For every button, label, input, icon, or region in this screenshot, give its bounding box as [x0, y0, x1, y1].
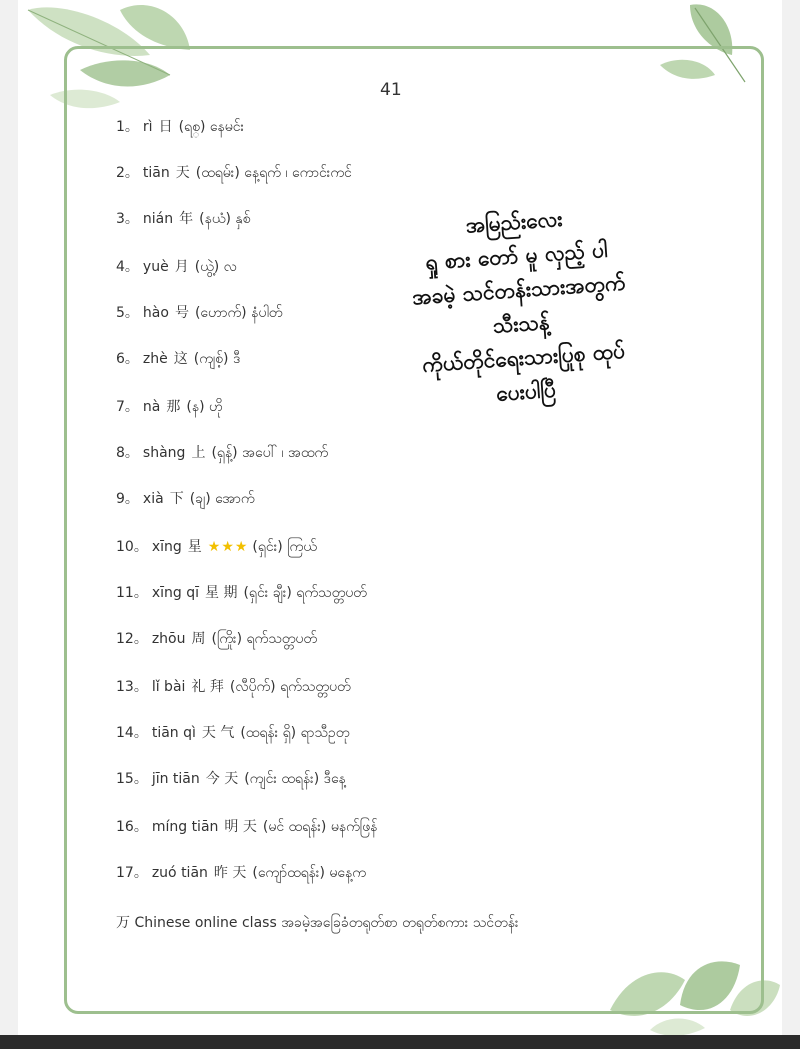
- pinyin: xīng: [151, 539, 182, 555]
- item-number: 17。: [116, 865, 148, 881]
- meaning: ဟို: [209, 399, 223, 415]
- pinyin: tiān: [142, 165, 170, 181]
- meaning: နေ့ရက် ၊ ကောင်းကင်: [244, 165, 352, 181]
- item-number: 7。: [116, 399, 139, 415]
- vocab-item: [116, 582, 367, 604]
- pinyin: yuè: [142, 259, 169, 275]
- meaning: အပေါ် ၊ အထက်: [242, 445, 329, 461]
- pronunciation-note: (လီပိုက်): [229, 679, 276, 695]
- item-number: 10。: [116, 539, 148, 555]
- chinese-character: 那: [166, 399, 181, 415]
- chinese-character: 上: [191, 445, 206, 461]
- chinese-character: 天: [175, 165, 190, 181]
- pinyin: xià: [142, 491, 164, 507]
- pronunciation-note: (ကျစ့်): [193, 351, 229, 367]
- chinese-character: 下: [169, 491, 184, 507]
- pronunciation-note: (ရစ္): [178, 119, 206, 135]
- pronunciation-note: (ယွဲ့): [194, 259, 220, 275]
- item-number: 14。: [116, 725, 148, 741]
- meaning: အောက်: [215, 491, 255, 507]
- meaning: ရက်သတ္တပတ်: [296, 585, 367, 601]
- item-number: 4。: [116, 259, 139, 275]
- vocab-item: [116, 768, 346, 790]
- chinese-character: 日: [158, 119, 173, 135]
- chinese-character: 周: [191, 631, 206, 647]
- pronunciation-note: (ချ): [189, 491, 211, 507]
- meaning: ရက်သတ္တပတ်: [246, 631, 318, 647]
- vocab-item: [116, 676, 351, 698]
- pinyin: rì: [142, 119, 153, 135]
- pronunciation-note: (ကျော်ထရန်း): [252, 865, 325, 881]
- item-number: 12。: [116, 631, 148, 647]
- chinese-character: 明 天: [224, 819, 257, 835]
- item-number: 13。: [116, 679, 148, 695]
- item-number: 9。: [116, 491, 139, 507]
- pinyin: nián: [142, 211, 174, 227]
- meaning: ဒီ: [232, 351, 241, 367]
- meaning: ရာသီဥတု: [300, 725, 350, 741]
- item-number: 11。: [116, 585, 148, 601]
- pinyin: zuó tiān: [151, 865, 208, 881]
- pronunciation-note: (ရှင်း ချီး): [243, 585, 292, 601]
- pinyin: zhōu: [151, 631, 186, 647]
- pinyin: hào: [142, 305, 169, 321]
- handwritten-note: [353, 194, 686, 420]
- right-screen-edge: [782, 0, 800, 1049]
- vocab-item: [116, 256, 237, 278]
- vocab-item: [116, 488, 255, 510]
- item-number: 5。: [116, 305, 139, 321]
- handwritten-line: ပေးပါပြီ: [495, 377, 557, 406]
- pronunciation-note: (မင် ထရန်း): [262, 819, 327, 835]
- vocab-item: [116, 116, 244, 138]
- chinese-character: 昨 天: [213, 865, 247, 881]
- pinyin: nà: [142, 399, 161, 415]
- item-number: 6。: [116, 351, 139, 367]
- chinese-character: 月: [174, 259, 189, 275]
- meaning: ကြယ်: [287, 539, 317, 555]
- pronunciation-note: (ထရမ်း): [195, 165, 240, 181]
- pinyin: xīng qī: [151, 585, 199, 601]
- handwritten-line: အခမဲ့ သင်တန်းသားအတွက်: [411, 270, 627, 310]
- pronunciation-note: (ကြိုး): [211, 631, 243, 647]
- chinese-character: 号: [174, 305, 189, 321]
- vocab-item: [116, 442, 328, 464]
- pinyin: jīn tiān: [151, 771, 200, 787]
- pinyin: lǐ bài: [151, 679, 186, 695]
- item-number: 3。: [116, 211, 139, 227]
- chinese-character: 星 期: [205, 585, 238, 601]
- handwritten-line: ကိုယ်တိုင်ရေးသားပြုစု ထုပ်: [421, 338, 626, 377]
- chinese-character: 礼 拜: [191, 679, 224, 695]
- chinese-character: 这: [173, 351, 188, 367]
- meaning: ရက်သတ္တပတ်: [280, 679, 351, 695]
- meaning: မနက်ဖြန်: [330, 819, 378, 835]
- chinese-character: 年: [179, 211, 194, 227]
- vocab-item: [116, 722, 349, 744]
- vocab-item: [116, 396, 223, 418]
- left-screen-edge: [0, 0, 18, 1049]
- chinese-character: 今 天: [205, 771, 239, 787]
- pronunciation-note: (ထရန်း ရှိ): [240, 725, 297, 741]
- handwritten-line: ရှု စား တော် မူ လှည့် ပါ: [424, 237, 609, 275]
- meaning: ဒီနေ့: [323, 771, 346, 787]
- item-number: 15。: [116, 771, 148, 787]
- pronunciation-note: (ဟောက်): [194, 305, 247, 321]
- vocab-item: [116, 162, 352, 184]
- page-number: 41: [380, 80, 402, 100]
- meaning: နှစ်: [235, 211, 251, 227]
- pronunciation-note: (န): [186, 399, 205, 415]
- vocab-item: [116, 348, 240, 370]
- meaning: နေမင်း: [209, 119, 245, 135]
- pinyin: shàng: [142, 445, 186, 461]
- chinese-character: 天 气: [201, 725, 235, 741]
- handwritten-line: အမြည်းလေး: [464, 206, 564, 238]
- item-number: 16。: [116, 819, 148, 835]
- vocab-item: [116, 536, 317, 558]
- chinese-character: 星: [187, 539, 202, 555]
- footer-course-line: 万 Chinese online class အခမဲ့အခြေခံတရုတ်စာ တရုတ်စကား သင်တန်း: [116, 915, 519, 931]
- pinyin: tiān qì: [151, 725, 196, 741]
- pronunciation-note: (ကျင်း ထရန်း): [244, 771, 320, 787]
- bottom-screen-edge: [0, 1035, 800, 1049]
- vocab-item: [116, 628, 317, 650]
- item-number: 8。: [116, 445, 139, 461]
- pinyin: míng tiān: [151, 819, 219, 835]
- pronunciation-note: (နယံ): [199, 211, 231, 227]
- vocab-item: [116, 208, 250, 230]
- vocab-item: [116, 302, 282, 324]
- vocab-item: [116, 862, 366, 884]
- meaning: နံပါတ်: [251, 305, 283, 321]
- pronunciation-note: (ရှန့်): [211, 445, 238, 461]
- pronunciation-note: (ရှင်း): [252, 539, 283, 555]
- vocab-item: [116, 816, 377, 838]
- document-page: [20, 0, 780, 1035]
- star-icon: ★★★: [207, 539, 249, 555]
- meaning: လ: [223, 259, 237, 275]
- meaning: မနေ့က: [329, 865, 366, 881]
- item-number: 2。: [116, 165, 139, 181]
- handwritten-line: သီးသန့်: [492, 310, 551, 338]
- pinyin: zhè: [142, 351, 168, 367]
- item-number: 1。: [116, 119, 139, 135]
